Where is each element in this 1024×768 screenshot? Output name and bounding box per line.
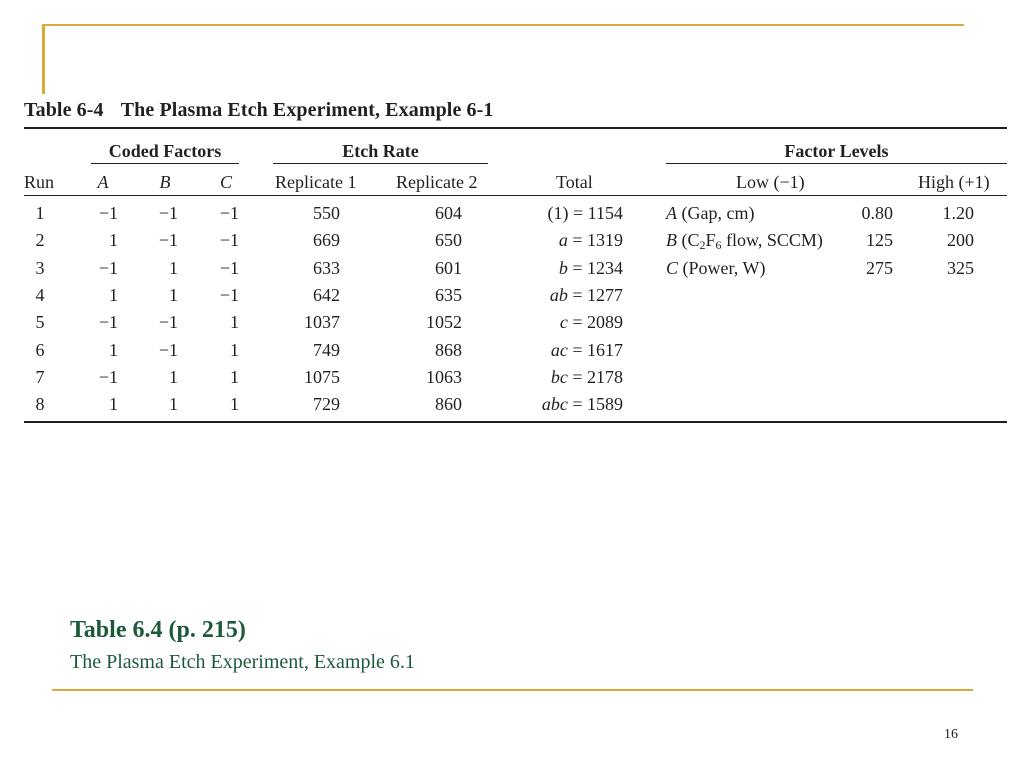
cell-rep2: 868 — [435, 339, 462, 360]
factor-desc-post: flow, SCCM) — [721, 230, 823, 251]
cell-c: 1 — [230, 339, 239, 360]
cell-b: −1 — [158, 203, 178, 223]
cell-total — [480, 340, 623, 360]
cell-run: 4 — [35, 284, 45, 305]
factor-desc-sub2: 6 — [715, 238, 722, 253]
factor-low: 0.80 — [861, 203, 893, 223]
table-top-rule — [24, 127, 1007, 129]
cell-rep2: 1063 — [426, 366, 462, 387]
factor-name — [666, 230, 823, 253]
cell-a: −1 — [98, 366, 118, 387]
cell-b: −1 — [158, 230, 178, 251]
total-value: 1319 — [587, 230, 623, 251]
treatment-label: ac — [550, 339, 568, 360]
factor-high: 1.20 — [942, 203, 974, 223]
header-bottom-rule — [24, 195, 1007, 196]
factor-high: 325 — [947, 257, 974, 278]
factor-letter: C — [666, 257, 679, 278]
cell-total — [480, 285, 623, 305]
table-title: The Plasma Etch Experiment, Example 6-1 — [120, 99, 494, 121]
col-c: C — [219, 172, 232, 192]
cell-run: 8 — [35, 394, 45, 415]
cell-b: 1 — [169, 366, 178, 387]
cell-a: −1 — [98, 257, 118, 278]
etch-rate-underline — [273, 163, 488, 164]
cell-b: −1 — [158, 312, 178, 333]
cell-run: 5 — [35, 312, 45, 333]
equals-sign: = — [567, 394, 587, 415]
cell-rep2: 604 — [435, 203, 462, 223]
factor-high: 200 — [947, 230, 974, 251]
cell-rep2: 860 — [435, 394, 462, 415]
total-value: 2178 — [587, 366, 623, 387]
cell-total — [480, 258, 623, 278]
cell-a: 1 — [109, 284, 118, 305]
table-bottom-rule — [24, 421, 1007, 423]
treatment-label: c — [559, 312, 568, 333]
cell-b: 1 — [169, 257, 178, 278]
page-number: 16 — [944, 727, 958, 742]
factor-name — [666, 203, 754, 223]
factor-levels-underline — [666, 163, 1007, 164]
cell-total — [480, 367, 623, 387]
treatment-label: abc — [541, 394, 568, 415]
total-value: 2089 — [587, 312, 623, 333]
total-value: 1589 — [587, 394, 623, 415]
cell-rep1: 729 — [313, 394, 340, 415]
top-gold-rule — [42, 24, 964, 26]
factor-desc-sub: 2 — [699, 238, 706, 253]
equals-sign: = — [567, 230, 587, 251]
factor-letter: A — [666, 203, 677, 223]
total-value: 1154 — [587, 203, 623, 223]
equals-sign: = — [567, 257, 587, 278]
col-low: Low (−1) — [736, 172, 805, 192]
cell-rep1: 642 — [313, 284, 340, 305]
col-run: Run — [24, 172, 55, 192]
cell-rep2: 650 — [435, 230, 462, 251]
cell-rep2: 1052 — [426, 312, 462, 333]
cell-run: 2 — [35, 230, 45, 251]
factor-desc-pre: (Gap, cm) — [677, 203, 755, 223]
cell-run: 1 — [35, 203, 45, 223]
col-a: A — [97, 172, 109, 192]
cell-c: −1 — [219, 284, 239, 305]
cell-b: 1 — [169, 284, 178, 305]
cell-total — [480, 394, 623, 414]
treatment-label: a — [558, 230, 568, 251]
total-value: 1617 — [587, 339, 623, 360]
cell-b: −1 — [158, 339, 178, 360]
col-b: B — [159, 172, 171, 192]
cell-rep2: 635 — [435, 284, 462, 305]
footer-subtitle: The Plasma Etch Experiment, Example 6.1 — [70, 651, 415, 673]
equals-sign: = — [567, 339, 587, 360]
cell-a: 1 — [109, 230, 118, 251]
cell-total — [480, 203, 623, 223]
cell-c: −1 — [219, 203, 239, 223]
treatment-label: b — [558, 257, 568, 278]
col-replicate-2: Replicate 2 — [396, 172, 478, 192]
group-etch-rate: Etch Rate — [342, 141, 419, 161]
cell-c: −1 — [219, 230, 239, 251]
total-value: 1234 — [587, 257, 623, 278]
cell-a: −1 — [98, 203, 118, 223]
cell-total — [480, 230, 623, 250]
equals-sign: = — [567, 366, 587, 387]
cell-b: 1 — [169, 394, 178, 415]
cell-c: 1 — [230, 366, 239, 387]
cell-a: 1 — [109, 394, 118, 415]
col-replicate-1: Replicate 1 — [275, 172, 357, 192]
cell-a: −1 — [98, 312, 118, 333]
group-factor-levels: Factor Levels — [784, 141, 889, 161]
equals-sign: = — [567, 284, 587, 305]
treatment-label: ab — [549, 284, 568, 305]
factor-desc-pre: (C — [677, 230, 700, 251]
cell-c: −1 — [219, 257, 239, 278]
factor-letter: B — [666, 230, 677, 251]
cell-rep1: 1037 — [304, 312, 340, 333]
cell-rep1: 1075 — [304, 366, 340, 387]
factor-low: 125 — [866, 230, 893, 251]
cell-run: 7 — [35, 366, 45, 387]
cell-a: 1 — [109, 339, 118, 360]
col-total: Total — [556, 172, 593, 192]
cell-c: 1 — [230, 394, 239, 415]
left-gold-rule — [42, 24, 45, 94]
cell-run: 6 — [35, 339, 45, 360]
cell-rep1: 633 — [313, 257, 340, 278]
cell-run: 3 — [35, 257, 45, 278]
table-number: Table 6-4 — [24, 99, 104, 121]
treatment-label: (1) — [547, 203, 569, 223]
factor-low: 275 — [866, 257, 893, 278]
factor-desc-mid: F — [705, 230, 716, 251]
cell-total — [480, 312, 623, 332]
cell-rep2: 601 — [435, 257, 462, 278]
cell-c: 1 — [230, 312, 239, 333]
total-value: 1277 — [587, 284, 623, 305]
equals-sign: = — [568, 203, 588, 223]
factor-name — [666, 258, 765, 278]
cell-rep1: 550 — [313, 203, 340, 223]
treatment-label: bc — [550, 366, 568, 387]
group-coded-factors: Coded Factors — [108, 141, 222, 161]
equals-sign: = — [567, 312, 587, 333]
coded-factors-underline — [91, 163, 239, 164]
footer-title: Table 6.4 (p. 215) — [70, 617, 246, 643]
cell-rep1: 749 — [313, 339, 340, 360]
table-caption — [24, 99, 494, 122]
bottom-gold-rule — [52, 689, 973, 691]
col-high: High (+1) — [918, 172, 990, 192]
cell-rep1: 669 — [313, 230, 340, 251]
factor-desc-pre: (Power, W) — [678, 257, 766, 278]
